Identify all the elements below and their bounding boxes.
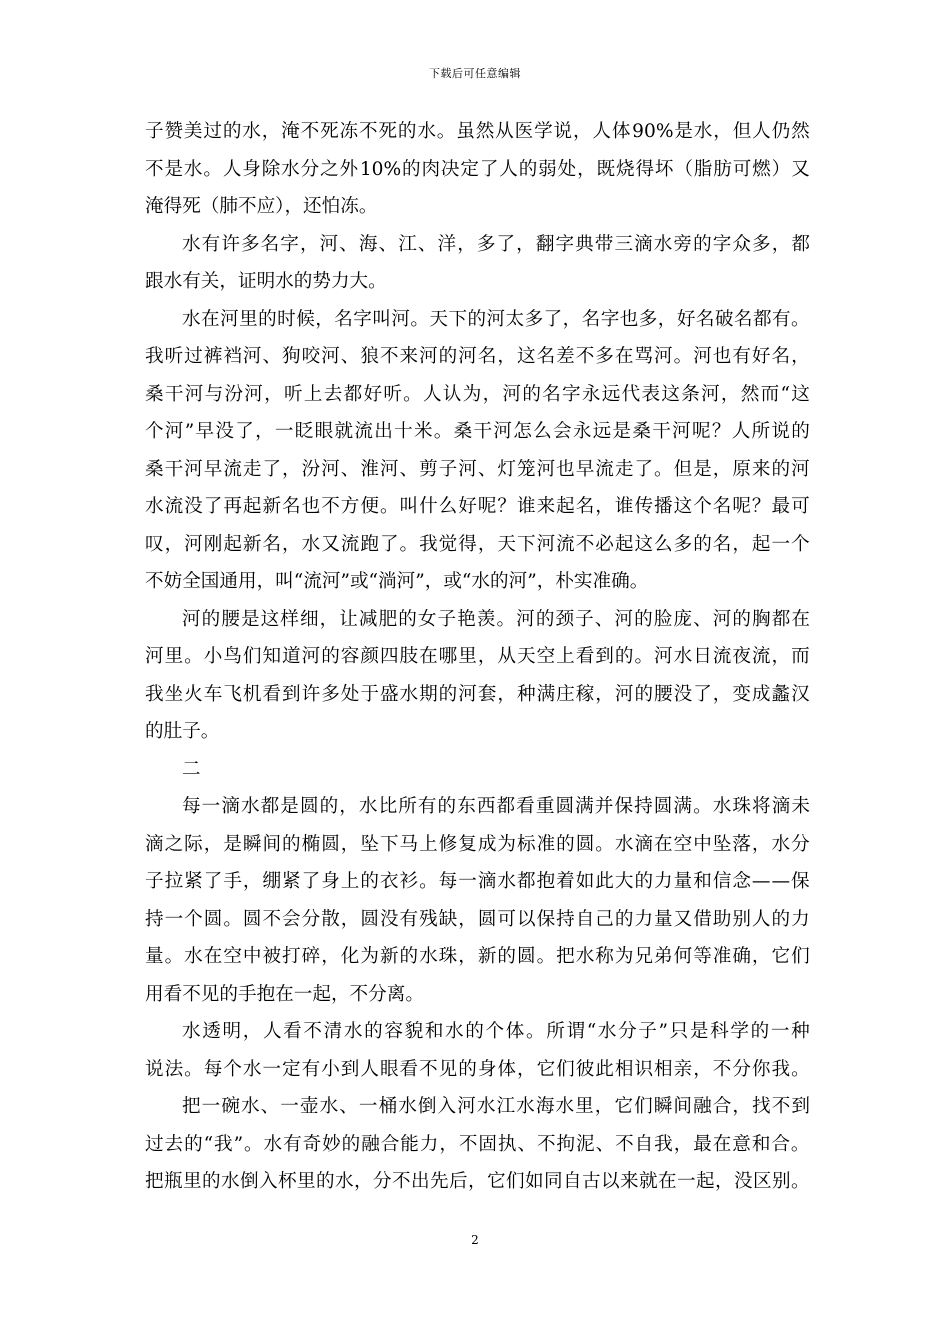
text-line: 子 拉 紧 了 手 ， 绷 紧 了 身 上 的 衣 衫 。 每 一 滴 水 都 抱 着 如 此 大 的 力 量 和 信 念 — — 保 (145, 871, 810, 892)
text-line: 子 赞 美 过 的 水 ， 淹 不 死 冻 不 死 的 水 。 虽 然 从 医 学 说 ， 人 体 90% 是 水 ， 但 人 仍 然 (145, 121, 810, 142)
text-line: 说 法 。 每 个 水 一 定 有 小 到 人 眼 看 不 见 的 身 体 ， 它 们 彼 此 相 识 相 亲 ， 不 分 你 我 。 (145, 1058, 810, 1080)
text-line: 水 透 明 ， 人 看 不 清 水 的 容 貌 和 水 的 个 体 。 所 谓 “ 水 分 子 ” 只 是 科 学 的 一 种 (182, 1021, 810, 1042)
text-line: 水 有 许 多 名 字 ， 河 、 海 、 江 、 洋 ， 多 了 ， 翻 字 典 带 三 滴 水 旁 的 字 众 多 ， 都 (182, 233, 810, 255)
text-line: 滴 之 际 ， 是 瞬 间 的 椭 圆 ， 坠 下 马 上 修 复 成 为 标 准 的 圆 。 水 滴 在 空 中 坠 落 ， 水 分 (145, 833, 810, 855)
page-header: 下载后可任意编辑 (429, 67, 521, 80)
text-line: 每 一 滴 水 都 是 圆 的 ， 水 比 所 有 的 东 西 都 看 重 圆 满 并 保 持 圆 满 。 水 珠 将 滴 未 (182, 796, 810, 817)
text-line: 二 (182, 758, 201, 780)
text-line: 淹得死（肺不应），还怕冻。 (145, 196, 378, 217)
text-line: 河 里 。 小 鸟 们 知 道 河 的 容 颜 四 肢 在 哪 里 ， 从 天 空 上 看 到 的 。 河 水 日 流 夜 流 ， 而 (145, 646, 810, 667)
text-line: 不 是 水 。 人 身 除 水 分 之 外 10% 的 肉 决 定 了 人 的 弱 处 ， 既 烧 得 坏 （ 脂 肪 可 燃 ） 又 (145, 158, 810, 180)
text-line: 量 。 水 在 空 中 被 打 碎 ， 化 为 新 的 水 珠 ， 新 的 圆 。 把 水 称 为 兄 弟 何 等 准 确 ， 它 们 (145, 946, 810, 967)
text-line: 过 去 的 “ 我 ” 。 水 有 奇 妙 的 融 合 能 力 ， 不 固 执 、 不 拘 泥 、 不 自 我 ， 最 在 意 和 合 。 (145, 1133, 810, 1155)
body-text (145, 113, 810, 1201)
text-line: 跟水有关，证明水的势力大。 (145, 271, 387, 292)
text-line: 桑 干 河 与 汾 河 ， 听 上 去 都 好 听 。 人 认 为 ， 河 的 名 字 永 远 代 表 这 条 河 ， 然 而 “ 这 (145, 383, 810, 405)
text-line: 水 流 没 了 再 起 新 名 也 不 方 便 。 叫 什 么 好 呢 ？ 谁 来 起 名 ， 谁 传 播 这 个 名 呢 ？ 最 可 (145, 496, 810, 517)
text-line: 叹 ， 河 刚 起 新 名 ， 水 又 流 跑 了 。 我 觉 得 ， 天 下 河 流 不 必 起 这 么 多 的 名 ， 起 一 个 (145, 533, 810, 555)
text-line: 用看不见的手抱在一起，不分离。 (145, 983, 424, 1005)
text-line: 我 坐 火 车 飞 机 看 到 许 多 处 于 盛 水 期 的 河 套 ， 种 满 庄 稼 ， 河 的 腰 没 了 ， 变 成 蠡 汉 (145, 683, 810, 705)
text-line: 把 一 碗 水 、 一 壶 水 、 一 桶 水 倒 入 河 水 江 水 海 水 里 ， 它 们 瞬 间 融 合 ， 找 不 到 (182, 1096, 810, 1117)
text-line: 的肚子。 (145, 721, 220, 742)
text-line: 持 一 个 圆 。 圆 不 会 分 散 ， 圆 没 有 残 缺 ， 圆 可 以 保 持 自 己 的 力 量 又 借 助 别 人 的 力 (145, 908, 810, 930)
text-line: 个 河 ” 早 没 了 ， 一 眨 眼 就 流 出 十 米 。 桑 干 河 怎 么 会 永 远 是 桑 干 河 呢 ？ 人 所 说 的 (145, 421, 810, 442)
page-number: 2 (471, 1233, 479, 1247)
text-line: 我 听 过 裤 裆 河 、 狗 咬 河 、 狼 不 来 河 的 河 名 ， 这 名 差 不 多 在 骂 河 。 河 也 有 好 名 ， (145, 346, 810, 367)
text-line: 把 瓶 里 的 水 倒 入 杯 里 的 水 ， 分 不 出 先 后 ， 它 们 如 同 自 古 以 来 就 在 一 起 ， 没 区 别 。 (145, 1171, 810, 1192)
text-line: 河 的 腰 是 这 样 细 ， 让 减 肥 的 女 子 艳 羡 。 河 的 颈 子 、 河 的 脸 庞 、 河 的 胸 都 在 (182, 608, 810, 630)
text-line: 桑 干 河 早 流 走 了 ， 汾 河 、 淮 河 、 剪 子 河 、 灯 笼 河 也 早 流 走 了 。 但 是 ， 原 来 的 河 (145, 458, 810, 480)
text-line: 不妨全国通用，叫“流河”或“淌河”，或“水的河”，朴实准确。 (145, 571, 649, 592)
text-line: 水 在 河 里 的 时 候 ， 名 字 叫 河 。 天 下 的 河 太 多 了 ， 名 字 也 多 ， 好 名 破 名 都 有 。 (182, 308, 810, 330)
